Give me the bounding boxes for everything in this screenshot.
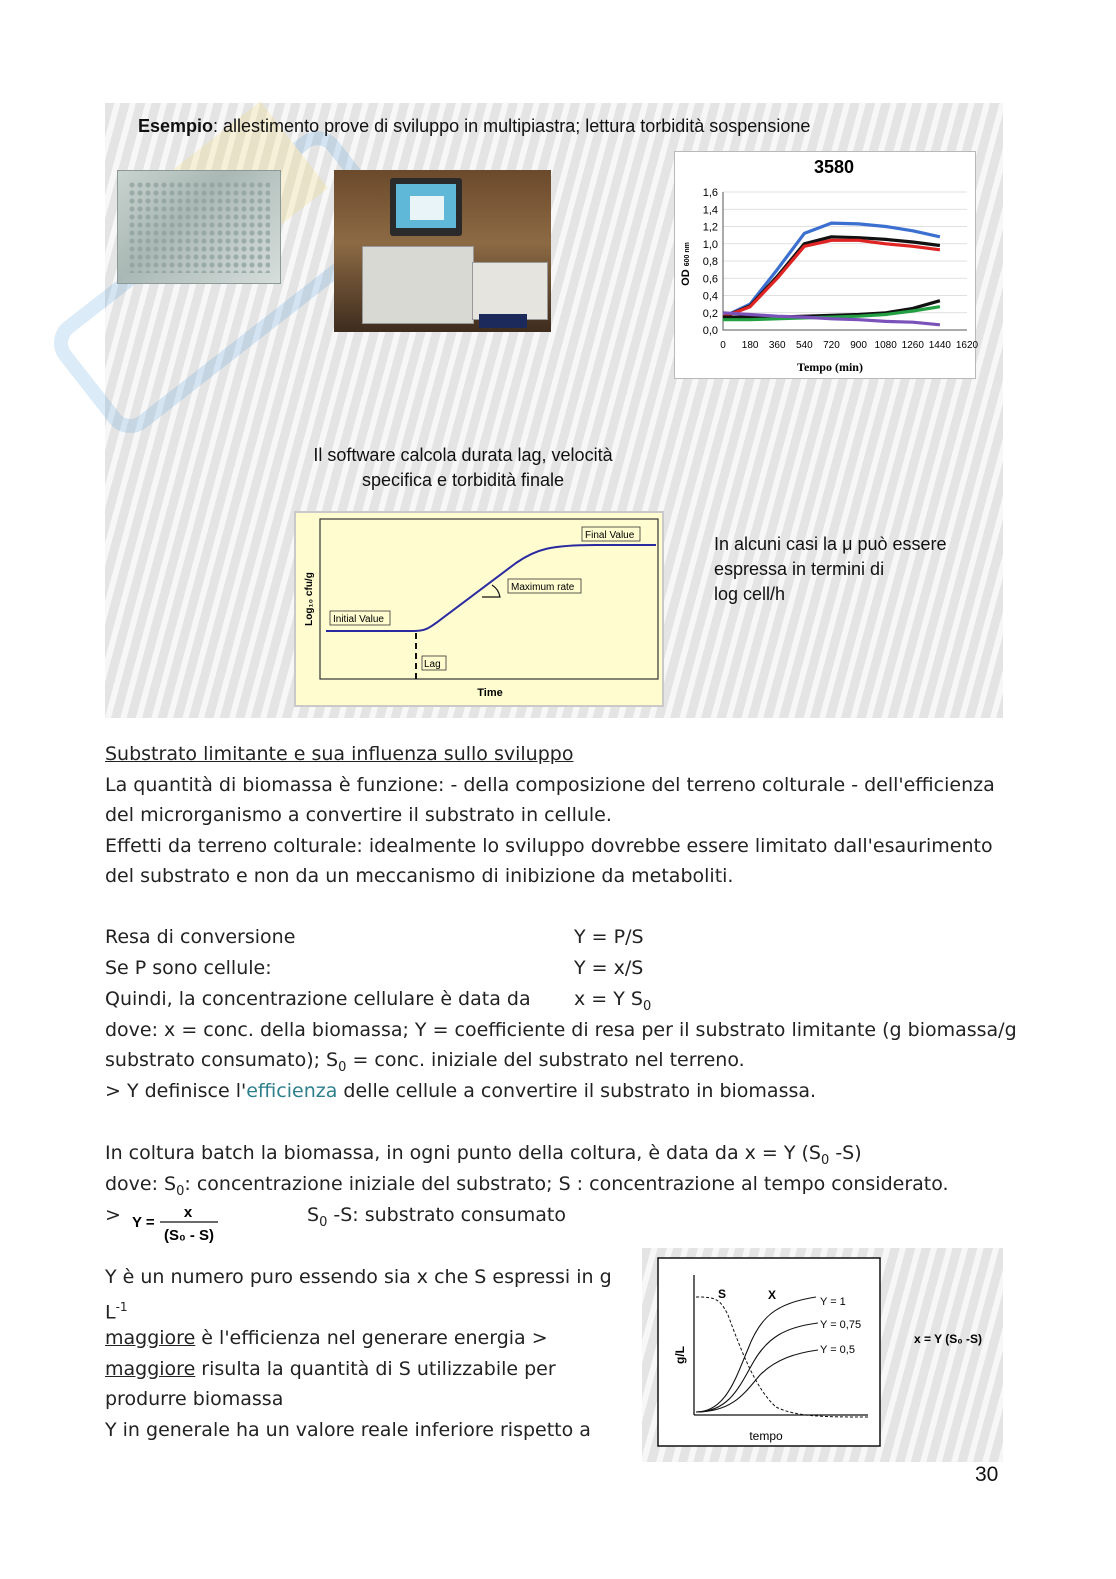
dove2-line: dove: $S_0$: concentrazione iniziale del substrato; S : concentrazione al tempo considerato. [105, 1173, 949, 1199]
od-xtick-label: 540 [795, 340, 813, 351]
yield-x-label: X [768, 1288, 777, 1302]
yield-y075-label: Y = 0,75 [820, 1319, 862, 1331]
cell-formula: Y = x/S [574, 957, 644, 979]
caption-line-1: Il software calcola durata lag, velocità [313, 445, 613, 465]
od-xtick-label: 360 [768, 340, 786, 351]
yield-chart-ylabel: g/L [673, 1346, 687, 1364]
final-value-label: Final Value [585, 530, 635, 541]
fraction-y: Y = [132, 1214, 155, 1231]
od-ytick-label: 0,2 [702, 307, 718, 320]
lag-chart-ylabel: Log₁₀ cfu/g [304, 572, 315, 626]
side-note-line-1: In alcuni casi la μ può essere [714, 534, 947, 554]
gt-marker: > [105, 1204, 121, 1226]
lag-phase-diagram [294, 511, 664, 707]
plate-reader-photo [334, 170, 551, 332]
y-generale-line: Y in generale ha un valore reale inferiore rispetto a [105, 1419, 591, 1441]
od-xtick-label: 0 [720, 340, 726, 351]
od-ytick-label: 1,4 [702, 204, 718, 217]
batch-line: In coltura batch la biomassa, in ogni punto della coltura, è data da x = Y ($S_0$ -S) [105, 1142, 862, 1168]
od-chart-ylabel: OD 600 nm [680, 242, 692, 286]
resa-label: Resa di conversione [105, 926, 296, 948]
yield-y1-label: Y = 1 [820, 1296, 846, 1308]
cell-label: Se P sono cellule: [105, 957, 272, 979]
side-note-line-2: espressa in termini di [714, 559, 885, 579]
od-ytick-label: 1,0 [702, 238, 718, 251]
conc-formula: x = Y $S_0$ [574, 988, 652, 1014]
paragraph-2-line-2: del substrato e non da un meccanismo di inibizione da metaboliti. [105, 865, 734, 887]
od-ytick-label: 0,0 [702, 325, 718, 337]
yield-formula: x = Y (S₀ -S) [914, 1332, 982, 1346]
paragraph-1-line-2: del microrganismo a convertire il substrato in cellule. [105, 804, 612, 826]
yield-fraction [130, 1200, 230, 1248]
fraction-numerator: x [183, 1204, 193, 1221]
maggiore-line-2: maggiore risulta la quantità di S utilizzabile per [105, 1358, 556, 1380]
page-number: 30 [975, 1463, 999, 1486]
od-chart-xlabel: Tempo (min) [797, 360, 863, 374]
multiwell-plate-photo [117, 170, 281, 284]
section-heading: Substrato limitante e sua influenza sullo sviluppo [105, 743, 574, 765]
y-puro-line-2: $L^{-1}$ [105, 1300, 128, 1324]
caption-line-2: specifica e torbidità finale [361, 470, 565, 490]
initial-value-label: Initial Value [333, 614, 384, 625]
side-note [714, 532, 994, 607]
od-xtick-label: 1260 [901, 340, 924, 351]
yield-chart-xlabel: tempo [749, 1429, 783, 1443]
od-series-red [723, 240, 940, 317]
dove1-line-1: dove: x = conc. della biomassa; Y = coefficiente di resa per il substrato limitante (g biomassa/g [105, 1019, 1017, 1041]
od-chart-svg [675, 152, 979, 378]
od-ytick-label: 0,6 [702, 273, 718, 286]
produrre-line: produrre biomassa [105, 1388, 284, 1410]
fraction-denominator: (S₀ - S) [163, 1227, 215, 1244]
od-growth-chart [674, 151, 979, 379]
paragraph-1-line-1: La quantità di biomassa è funzione: - della composizione del terreno colturale - dell'efficienza [105, 774, 995, 796]
slide-title: Esempio: allestimento prove di sviluppo in multipiastra; lettura torbidità sospensione [138, 116, 811, 136]
maximum-rate-label: Maximum rate [511, 582, 575, 593]
maggiore-line-1: maggiore è l'efficienza nel generare energia > [105, 1327, 548, 1349]
od-ytick-label: 0,8 [702, 256, 718, 268]
substrate-consumed: $S_0$ -S: substrato consumato [307, 1204, 566, 1230]
side-note-line-3: log cell/h [714, 584, 786, 604]
od-ytick-label: 1,6 [702, 187, 718, 199]
od-xtick-label: 720 [823, 340, 840, 351]
od-xtick-label: 180 [741, 340, 759, 351]
lag-label: Lag [424, 659, 441, 670]
yield-chart [656, 1257, 1003, 1452]
paragraph-2-line-1: Effetti da terreno colturale: idealmente lo sviluppo dovrebbe essere limitato dall'esaurimento [105, 835, 993, 857]
od-series-black [723, 237, 940, 317]
y-puro-line-1: Y è un numero puro essendo sia x che S espressi in g [105, 1266, 612, 1288]
yield-s-label: S [718, 1287, 727, 1301]
conc-label: Quindi, la concentrazione cellulare è data da [105, 988, 531, 1010]
od-xtick-label: 1440 [928, 340, 952, 351]
od-ytick-label: 1,2 [702, 221, 718, 234]
lag-chart-xlabel: Time [477, 687, 503, 699]
dove1-line-2: substrato consumato); $S_0$ = conc. iniziale del substrato nel terreno. [105, 1049, 745, 1075]
od-xtick-label: 1080 [874, 340, 897, 351]
yield-y05-label: Y = 0,5 [820, 1344, 855, 1356]
efficiency-line: > Y definisce l'efficienza delle cellule a convertire il substrato in biomassa. [105, 1080, 817, 1102]
od-chart-title: 3580 [813, 157, 855, 177]
od-ytick-label: 0,4 [702, 290, 718, 303]
resa-formula: Y = P/S [574, 926, 644, 948]
od-xtick-label: 900 [850, 340, 867, 351]
lag-diagram-svg [296, 513, 662, 705]
slide-caption [270, 443, 656, 493]
od-xtick-label: 1620 [955, 340, 979, 351]
